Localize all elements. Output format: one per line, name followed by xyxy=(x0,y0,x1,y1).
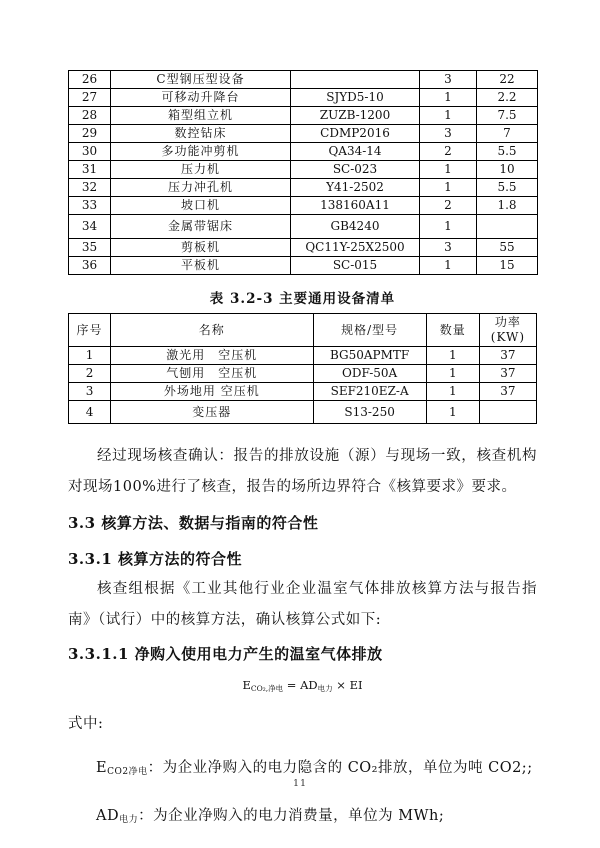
table-row xyxy=(69,161,538,179)
cell-name: 箱型组立机 xyxy=(111,107,291,125)
definitions-intro: 式中: xyxy=(68,716,104,732)
cell-qty: 1 xyxy=(420,257,477,275)
cell-no: 35 xyxy=(69,239,111,257)
formula-times: × xyxy=(332,678,350,692)
cell-qty: 1 xyxy=(420,89,477,107)
cell-no: 32 xyxy=(69,179,111,197)
page-number: 11 xyxy=(292,778,308,789)
header-power-line2: (KW) xyxy=(490,330,526,344)
header-qty: 数量 xyxy=(426,314,479,347)
cell-name: C型钢压型设备 xyxy=(111,71,291,89)
cell-model: Y41-2502 xyxy=(291,179,420,197)
table-row xyxy=(69,347,537,365)
cell-model: CDMP2016 xyxy=(291,125,420,143)
cell-power: 37 xyxy=(479,347,536,365)
cell-qty: 2 xyxy=(420,143,477,161)
def2-text: ：为企业净购入的电力消费量，单位为 MWh; xyxy=(138,808,445,824)
cell-model: ODF-50A xyxy=(313,365,426,383)
cell-qty: 1 xyxy=(426,365,479,383)
cell-name: 金属带锯床 xyxy=(111,215,291,239)
cell-name: 剪板机 xyxy=(111,239,291,257)
def2-subscript: 电力 xyxy=(119,815,139,825)
cell-power: 37 xyxy=(479,383,536,401)
table-row xyxy=(69,125,538,143)
cell-model: S13-250 xyxy=(313,401,426,424)
table-row xyxy=(69,89,538,107)
cell-power: 2.2 xyxy=(477,89,538,107)
table-header-row xyxy=(69,314,537,347)
cell-qty: 1 xyxy=(426,401,479,424)
cell-model: SJYD5-10 xyxy=(291,89,420,107)
table-caption: 表 3.2-3 主要通用设备清单 xyxy=(209,291,396,307)
table-row xyxy=(69,257,538,275)
def2-base: AD xyxy=(96,808,120,824)
cell-model: BG50APMTF xyxy=(313,347,426,365)
table-row xyxy=(69,239,538,257)
cell-no: 3 xyxy=(69,383,111,401)
heading-3-3: 3.3 核算方法、数据与指南的符合性 xyxy=(68,514,319,532)
emission-formula xyxy=(68,678,537,694)
formula-factor: EI xyxy=(349,678,363,692)
cell-qty: 2 xyxy=(420,197,477,215)
paragraph-site-verification: 经过现场核查确认：报告的排放设施（源）与现场一致，核查机构对现场100%进行了核查，报告的场所边界符合《核算要求》要求。 xyxy=(68,448,537,495)
cell-model: SC-015 xyxy=(291,257,420,275)
cell-no: 26 xyxy=(69,71,111,89)
formula-lhs-base: E xyxy=(242,678,251,692)
cell-name: 变压器 xyxy=(111,401,313,424)
cell-qty: 1 xyxy=(420,215,477,239)
table-row xyxy=(69,197,538,215)
definition-ad xyxy=(68,801,537,836)
cell-name: 压力机 xyxy=(111,161,291,179)
cell-name: 数控钻床 xyxy=(111,125,291,143)
header-power-line1: 功率 xyxy=(494,315,521,329)
cell-power xyxy=(479,401,536,424)
header-no: 序号 xyxy=(69,314,111,347)
cell-power: 5.5 xyxy=(477,143,538,161)
cell-qty: 1 xyxy=(420,179,477,197)
cell-name: 平板机 xyxy=(111,257,291,275)
cell-model: SEF210EZ-A xyxy=(313,383,426,401)
cell-model: SC-023 xyxy=(291,161,420,179)
formula-lhs-subscript: CO₂,净电 xyxy=(250,684,284,693)
cell-qty: 3 xyxy=(420,71,477,89)
cell-name: 坡口机 xyxy=(111,197,291,215)
formula-ad-subscript: 电力 xyxy=(317,684,333,693)
cell-qty: 1 xyxy=(426,383,479,401)
cell-name: 多功能冲剪机 xyxy=(111,143,291,161)
cell-no: 31 xyxy=(69,161,111,179)
cell-model: GB4240 xyxy=(291,215,420,239)
heading-3-3-1-1: 3.3.1.1 净购入使用电力产生的温室气体排放 xyxy=(68,645,383,663)
cell-no: 34 xyxy=(69,215,111,239)
cell-qty: 3 xyxy=(420,125,477,143)
formula-equals: = xyxy=(283,678,301,692)
formula-ad-base: AD xyxy=(300,678,318,692)
table-row xyxy=(69,383,537,401)
table-row xyxy=(69,107,538,125)
cell-no: 29 xyxy=(69,125,111,143)
cell-no: 28 xyxy=(69,107,111,125)
cell-name: 气刨用 空压机 xyxy=(111,365,313,383)
cell-model: 138160A11 xyxy=(291,197,420,215)
header-model: 规格/型号 xyxy=(313,314,426,347)
cell-qty: 1 xyxy=(426,347,479,365)
equipment-table-continued xyxy=(68,70,538,275)
cell-model: ZUZB-1200 xyxy=(291,107,420,125)
paragraph-method-basis: 核查组根据《工业其他行业企业温室气体排放核算方法与报告指南》（试行）中的核算方法，确认核算公式如下: xyxy=(68,581,537,628)
def1-text: ：为企业净购入的电力隐含的 CO₂排放，单位为吨 CO2;; xyxy=(147,760,533,776)
cell-qty: 1 xyxy=(420,107,477,125)
table-row xyxy=(69,71,538,89)
cell-power: 15 xyxy=(477,257,538,275)
table-row xyxy=(69,365,537,383)
def1-subscript: CO2净电 xyxy=(107,767,148,777)
cell-power xyxy=(477,215,538,239)
cell-no: 36 xyxy=(69,257,111,275)
cell-model: QC11Y-25X2500 xyxy=(291,239,420,257)
table-row xyxy=(69,401,537,424)
cell-no: 4 xyxy=(69,401,111,424)
header-name: 名称 xyxy=(111,314,313,347)
cell-no: 1 xyxy=(69,347,111,365)
table-row xyxy=(69,143,538,161)
cell-no: 30 xyxy=(69,143,111,161)
header-power xyxy=(479,314,536,347)
cell-power: 22 xyxy=(477,71,538,89)
cell-power: 7.5 xyxy=(477,107,538,125)
symbol-definitions xyxy=(68,709,537,836)
general-equipment-table xyxy=(68,313,537,424)
cell-qty: 1 xyxy=(420,161,477,179)
cell-no: 33 xyxy=(69,197,111,215)
cell-power: 5.5 xyxy=(477,179,538,197)
table-row xyxy=(69,179,538,197)
cell-no: 2 xyxy=(69,365,111,383)
def1-base: E xyxy=(96,760,108,776)
cell-name: 可移动升降台 xyxy=(111,89,291,107)
cell-name: 压力冲孔机 xyxy=(111,179,291,197)
cell-qty: 3 xyxy=(420,239,477,257)
cell-power: 1.8 xyxy=(477,197,538,215)
cell-model xyxy=(291,71,420,89)
cell-model: QA34-14 xyxy=(291,143,420,161)
cell-power: 10 xyxy=(477,161,538,179)
cell-name: 外场地用 空压机 xyxy=(111,383,313,401)
heading-3-3-1: 3.3.1 核算方法的符合性 xyxy=(68,550,242,568)
cell-power: 7 xyxy=(477,125,538,143)
cell-power: 37 xyxy=(479,365,536,383)
cell-power: 55 xyxy=(477,239,538,257)
cell-name: 激光用 空压机 xyxy=(111,347,313,365)
table-row xyxy=(69,215,538,239)
cell-no: 27 xyxy=(69,89,111,107)
